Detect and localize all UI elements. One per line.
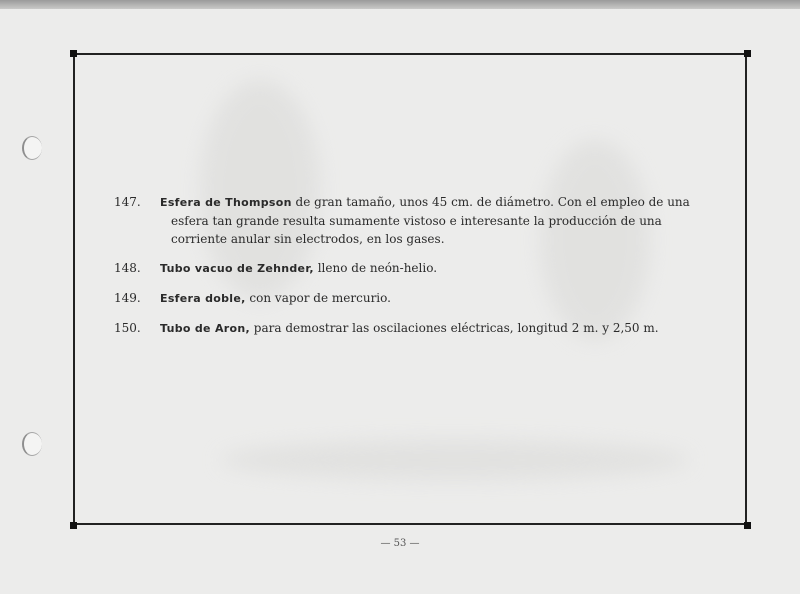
frame-corner-top-right: [744, 50, 751, 57]
entry-description: para demostrar las oscilaciones eléctricas, longitud 2 m. y 2,50 m.: [249, 321, 659, 335]
catalog-entry-147: [114, 193, 714, 248]
page-number: — 53 —: [380, 538, 420, 549]
entry-body: [160, 193, 714, 248]
catalog-entries: [114, 193, 714, 349]
entry-number: 150.: [114, 321, 141, 335]
entry-body: [160, 319, 714, 338]
entry-number: 149.: [114, 291, 141, 305]
catalog-entry-149: [114, 289, 714, 308]
entry-number: 148.: [114, 261, 141, 275]
entry-term: Esfera de Thompson: [160, 196, 292, 209]
catalog-entry-148: [114, 259, 714, 278]
entry-term: Tubo de Aron,: [160, 322, 250, 335]
entry-body: [160, 259, 714, 278]
frame-corner-top-left: [70, 50, 77, 57]
scan-top-edge: [0, 0, 800, 9]
frame-corner-bottom-right: [744, 522, 751, 529]
entry-term: Tubo vacuo de Zehnder,: [160, 262, 314, 275]
catalog-entry-150: [114, 319, 714, 338]
frame-corner-bottom-left: [70, 522, 77, 529]
entry-description: lleno de neón-helio.: [313, 261, 438, 275]
punch-hole-upper: [22, 136, 42, 160]
entry-description: de gran tamaño, unos 45 cm. de diámetro. Con el empleo de una esfera tan grande resulta sumamente vistoso e interesante la producción de una corriente anular sin electrodos, en los gases.: [171, 195, 690, 246]
entry-description: con vapor de mercurio.: [245, 291, 391, 305]
entry-body: [160, 289, 714, 308]
entry-term: Esfera doble,: [160, 292, 246, 305]
punch-hole-lower: [22, 432, 42, 456]
entry-number: 147.: [114, 195, 141, 209]
